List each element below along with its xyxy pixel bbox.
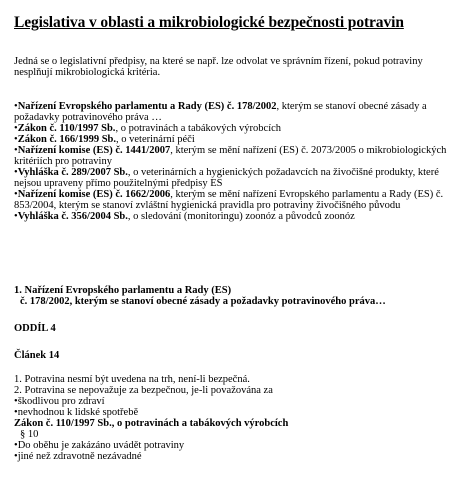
legislation-item: •Zákon č. 166/1999 Sb., o veterinární péči [14,134,195,145]
bullet-item: •nevhodnou k lidské spotřebě [14,407,139,418]
section-heading-line1: 1. Nařízení Evropského parlamentu a Rady (ES) [14,285,232,296]
paragraph-number: § 10 [20,429,39,440]
legislation-item: •Vyhláška č. 289/2007 Sb., o veterinárních a hygienických požadavcích na živočišné produkty, které nejsou upraveny přímo použitelnými předpisy ES [14,167,439,189]
legislation-item: •Nařízení komise (ES) č. 1662/2006, kterým se mění nařízení Evropského parlamentu a Rady (ES) č. 853/2004, kterým se stanoví zvláštní hygienická pravidla pro potraviny živočišného původu [14,189,444,211]
legislation-item: •Vyhláška č. 356/2004 Sb., o sledování (monitoringu) zoonóz a původců zoonóz [14,211,355,222]
law-description: , o veterinární péči [116,134,195,145]
law-name: Vyhláška č. 356/2004 Sb. [17,211,128,222]
legislation-item: •Zákon č. 110/1997 Sb., o potravinách a tabákových výrobcích [14,123,282,134]
page-title: Legislativa v oblasti a mikrobiologické bezpečnosti potravin [14,14,404,31]
intro-paragraph: Jedná se o legislativní předpisy, na které se např. lze odvolat ve správním řízení, pokud potraviny nesplňují mikrobiologická kritéria. [14,56,423,78]
law-name: Nařízení Evropského parlamentu a Rady (ES) č. 178/2002 [17,101,277,112]
law-description: , kterým se mění nařízení Evropského parlamentu a Rady (ES) č. 853/2004, kterým se stanoví zvláštní hygienická pravidla pro potraviny živočišného původu [14,189,444,211]
article-paragraph: 2. Potravina se nepovažuje za bezpečnou, je-li považována za [14,385,273,396]
section-heading-line2: č. 178/2002, kterým se stanoví obecné zásady a požadavky potravinového práva… [20,296,386,307]
section-heading [14,285,454,307]
law-name: Zákon č. 110/1997 Sb. [17,123,116,134]
law-name: Zákon č. 166/1999 Sb. [17,134,117,145]
law-name: Nařízení komise (ES) č. 1662/2006 [17,189,171,200]
law-name: Nařízení komise (ES) č. 1441/2007 [17,145,171,156]
part-heading: ODDÍL 4 [14,323,56,334]
law-description: , kterým se mění nařízení (ES) č. 2073/2005 o mikrobiologických kritériích pro potraviny [14,145,447,167]
legislation-item: •Nařízení komise (ES) č. 1441/2007, kterým se mění nařízení (ES) č. 2073/2005 o mikrobiologických kritériích pro potraviny [14,145,447,167]
law-description: , o veterinárních a hygienických požadavcích na živočišné produkty, které nejsou upraveny přímo použitelnými předpisy ES [14,167,439,189]
bullet-item: •jiné než zdravotně nezávadné [14,451,142,462]
law-reference: Zákon č. 110/1997 Sb., o potravinách a tabákových výrobcích [14,418,289,429]
article-heading: Článek 14 [14,350,60,361]
article-body [14,374,454,462]
law-description: , o sledování (monitoringu) zoonóz a původců zoonóz [127,211,355,222]
bullet-item: •škodlivou pro zdraví [14,396,105,407]
legislation-item: •Nařízení Evropského parlamentu a Rady (ES) č. 178/2002, kterým se stanoví obecné zásady a požadavky potravinového práva … [14,101,427,123]
article-paragraph: 1. Potravina nesmí být uvedena na trh, není-li bezpečná. [14,374,250,385]
legislation-list [14,101,454,222]
law-description: , kterým se stanoví obecné zásady a požadavky potravinového práva … [14,101,427,123]
bullet-item: •Do oběhu je zakázáno uvádět potraviny [14,440,185,451]
law-name: Vyhláška č. 289/2007 Sb. [17,167,128,178]
law-description: , o potravinách a tabákových výrobcích [115,123,282,134]
